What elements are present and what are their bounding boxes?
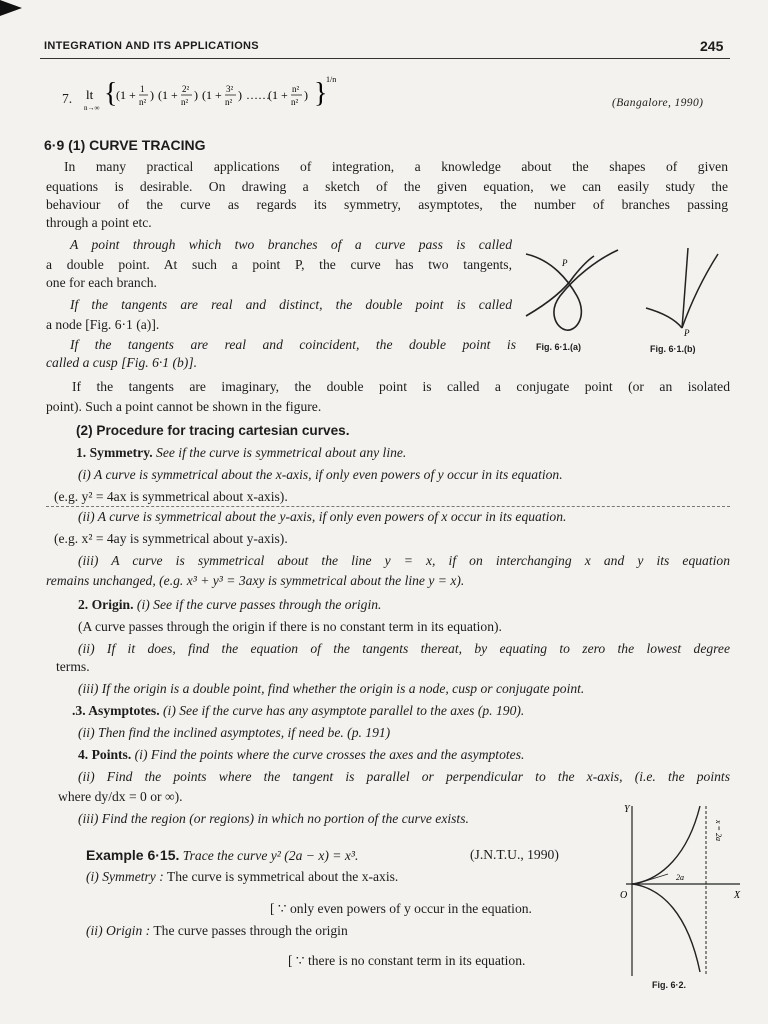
asym-ii: (ii) Then find the inclined asymptotes, if need be. (p. 191) xyxy=(78,725,391,740)
svg-text:n²: n² xyxy=(225,97,233,107)
asymptotes-head: .3. Asymptotes. xyxy=(72,703,160,718)
points-text: (i) Find the points where the curve crosses the axes and the asymptotes. xyxy=(134,747,525,762)
conjugate-line-1: If the tangents are imaginary, the double point is called a conjugate point (or an isolated xyxy=(72,379,730,394)
fig2-x-label: X xyxy=(734,890,741,901)
sym-iii: (iii) A curve is symmetrical about the line y = x, if on interchanging x and y its equation xyxy=(78,553,730,568)
points-head: 4. Points. xyxy=(78,747,132,762)
double-point-line-1: A point through which two branches of a curve pass is called xyxy=(70,237,512,252)
origin-ii: (ii) If it does, find the equation of the tangents thereat, by equating to zero the lowest degree xyxy=(78,641,730,656)
points-iii: (iii) Find the region (or regions) in which no portion of the curve exists. xyxy=(78,811,469,826)
fig-b-caption: Fig. 6·1.(b) xyxy=(650,344,696,354)
svg-text:3²: 3² xyxy=(226,84,234,94)
fig2-caption: Fig. 6·2. xyxy=(652,980,687,990)
svg-text:2²: 2² xyxy=(182,84,190,94)
double-point-line-2: a double point. At such a point P, the curve has two tangents, xyxy=(46,257,512,272)
procedure-heading: (2) Procedure for tracing cartesian curves. xyxy=(76,423,350,438)
sym-ii-eg: (e.g. x² = 4ay is symmetrical about y-axis). xyxy=(54,531,288,546)
symmetry-text: See if the curve is symmetrical about any line. xyxy=(156,445,407,460)
header-rule xyxy=(40,58,730,59)
node-line-1: If the tangents are real and distinct, the double point is called xyxy=(70,297,512,312)
example-statement: Trace the curve y² (2a − x) = x³. xyxy=(182,848,359,863)
origin-head: 2. Origin. xyxy=(78,597,134,612)
fig2-segment-label: 2a xyxy=(676,873,684,882)
example-orig-reason: [ ∵ there is no constant term in its equation. xyxy=(288,953,526,968)
intro-line-1: In many practical applications of integration, a knowledge about the shapes of given xyxy=(64,159,728,174)
fig-a-caption: Fig. 6·1.(a) xyxy=(536,342,582,352)
intro-line-3: behaviour of the curve as regards its symmetry, asymptotes, the number of branches passing xyxy=(46,197,728,212)
svg-text:1: 1 xyxy=(140,84,145,94)
svg-text:n²: n² xyxy=(181,97,189,107)
svg-text:1/n: 1/n xyxy=(326,75,337,84)
origin-note: (A curve passes through the origin if there is no constant term in its equation). xyxy=(78,619,502,634)
origin-text: (i) See if the curve passes through the origin. xyxy=(136,597,382,612)
svg-text:n²: n² xyxy=(292,84,300,94)
points-ii: (ii) Find the points where the tangent is parallel or perpendicular to the x-axis, (i.e. the points xyxy=(78,769,730,784)
cusp-point-label: P xyxy=(684,328,690,338)
running-title: INTEGRATION AND ITS APPLICATIONS xyxy=(44,40,259,52)
svg-text:lt: lt xyxy=(86,87,94,102)
svg-text:(1 +: (1 + xyxy=(158,88,178,102)
points-ii-b: where dy/dx = 0 or ∞). xyxy=(58,789,183,804)
example-orig-label: (ii) Origin : xyxy=(86,923,151,938)
origin-iii: (iii) If the origin is a double point, find whether the origin is a node, cusp or conjugate point. xyxy=(78,681,585,696)
conjugate-line-2: point). Such a point cannot be shown in the figure. xyxy=(46,399,322,414)
fig2-y-label: Y xyxy=(624,804,630,815)
svg-text:): ) xyxy=(304,88,308,102)
page-corner-mark xyxy=(0,0,22,16)
section-heading: 6·9 (1) CURVE TRACING xyxy=(44,137,206,153)
example-citation: (J.N.T.U., 1990) xyxy=(470,847,559,862)
sym-ii: (ii) A curve is symmetrical about the y-axis, if only even powers of x occur in its equation. xyxy=(78,509,567,524)
node-point-label: P xyxy=(562,258,568,268)
intro-line-4: through a point etc. xyxy=(46,215,152,230)
svg-text:): ) xyxy=(150,88,154,102)
figure-cissoid xyxy=(612,800,752,980)
svg-text:{: { xyxy=(104,78,118,109)
example-orig-text: The curve passes through the origin xyxy=(153,923,348,938)
problem-number: 7. xyxy=(62,91,73,106)
svg-text:(1 +: (1 + xyxy=(116,88,136,102)
sym-iii-b: remains unchanged, (e.g. x³ + y³ = 3axy is symmetrical about the line y = x). xyxy=(46,573,465,588)
intro-line-2: equations is desirable. On drawing a sketch of the given equation, we can easily study the xyxy=(46,179,728,194)
example-sym-reason: [ ∵ only even powers of y occur in the equation. xyxy=(270,901,532,916)
asymptotes-text: (i) See if the curve has any asymptote parallel to the axes (p. 190). xyxy=(163,703,525,718)
limit-expression xyxy=(84,68,384,118)
problem-citation: (Bangalore, 1990) xyxy=(612,97,704,109)
scan-dash-line xyxy=(46,506,730,507)
sym-i: (i) A curve is symmetrical about the x-axis, if only even powers of y occur in its equation. xyxy=(78,467,563,482)
svg-text:n²: n² xyxy=(291,97,299,107)
svg-text:(1 +: (1 + xyxy=(202,88,222,102)
svg-text:n²: n² xyxy=(139,97,147,107)
svg-text:n→∞: n→∞ xyxy=(84,104,100,112)
figure-cusp xyxy=(644,246,724,338)
example-sym-label: (i) Symmetry : xyxy=(86,869,164,884)
svg-text:): ) xyxy=(238,88,242,102)
svg-text:}: } xyxy=(314,78,328,109)
svg-text:……: …… xyxy=(246,88,270,102)
cusp-line-2: called a cusp [Fig. 6·1 (b)]. xyxy=(46,355,198,370)
origin-ii-b: terms. xyxy=(56,659,90,674)
double-point-line-3: one for each branch. xyxy=(46,275,157,290)
page-number: 245 xyxy=(700,38,724,54)
svg-text:(1 +: (1 + xyxy=(268,88,288,102)
fig2-origin-label: O xyxy=(620,890,628,901)
cusp-line-1: If the tangents are real and coincident, the double point is xyxy=(70,337,516,352)
node-line-2: a node [Fig. 6·1 (a)]. xyxy=(46,317,160,332)
example-label: Example 6·15. xyxy=(86,847,180,863)
fig2-asymptote-label: x = 2a xyxy=(714,820,723,841)
figure-node xyxy=(522,236,622,334)
example-sym-text: The curve is symmetrical about the x-axis. xyxy=(166,869,399,884)
sym-i-eg: (e.g. y² = 4ax is symmetrical about x-axis). xyxy=(54,489,288,504)
symmetry-head: 1. Symmetry. xyxy=(76,445,153,460)
svg-text:): ) xyxy=(194,88,198,102)
